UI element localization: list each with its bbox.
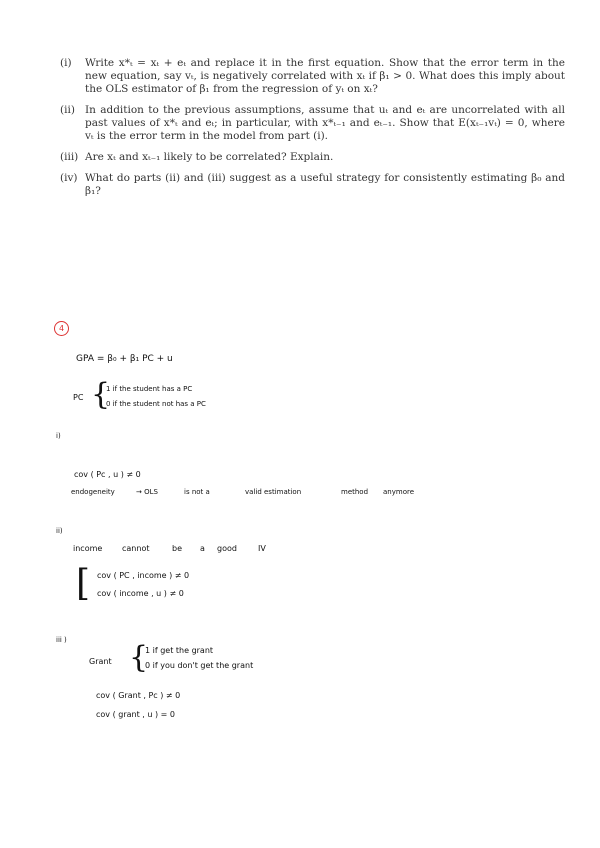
- question-ii: [60, 104, 565, 143]
- grant-case-1: 1 if get the grant: [145, 646, 214, 655]
- income-word-6: IV: [258, 544, 266, 553]
- part-ii-label: ii): [56, 527, 63, 535]
- part-iii-label: iii ): [56, 636, 67, 644]
- endogeneity-arrow: → OLS: [136, 488, 158, 496]
- question-number: (ii): [60, 104, 75, 116]
- cov-grant-u: cov ( grant , u ) = 0: [96, 710, 175, 719]
- pc-case-1: 1 if the student has a PC: [106, 385, 193, 393]
- question-iii: [60, 151, 565, 164]
- endogeneity-text-4: anymore: [383, 488, 415, 496]
- question-iv: [60, 172, 565, 198]
- pc-case-2: 0 if the student not has a PC: [106, 400, 206, 408]
- question-text: What do parts (ii) and (iii) suggest as a useful strategy for consistently estimating β₀ and β₁?: [85, 172, 565, 197]
- grant-case-2: 0 if you don't get the grant: [145, 661, 254, 670]
- question-text: Are xₜ and xₜ₋₁ likely to be correlated? Explain.: [85, 151, 334, 163]
- endogeneity-text-1: is not a: [184, 488, 210, 496]
- income-word-2: cannot: [122, 544, 150, 553]
- part-i-label: i): [56, 432, 61, 440]
- endogeneity-text-2: valid estimation: [245, 488, 302, 496]
- printed-questions: [60, 57, 565, 206]
- cov-pc-u: cov ( Pc , u ) ≠ 0: [74, 470, 141, 479]
- cov-income-u: cov ( income , u ) ≠ 0: [97, 589, 184, 598]
- cov-grant-pc: cov ( Grant , Pc ) ≠ 0: [96, 691, 181, 700]
- income-word-5: good: [217, 544, 237, 553]
- income-word-1: income: [73, 544, 103, 553]
- pc-variable-label: PC: [73, 393, 84, 402]
- cov-pc-income: cov ( PC , income ) ≠ 0: [97, 571, 190, 580]
- question-number: (i): [60, 57, 72, 69]
- grant-variable-label: Grant: [89, 657, 112, 666]
- question-number: (iv): [60, 172, 78, 184]
- endogeneity-text-3: method: [341, 488, 369, 496]
- model-equation: GPA = β₀ + β₁ PC + u: [76, 354, 173, 364]
- question-text: Write x*ₜ = xₜ + eₜ and replace it in the first equation. Show that the error term in the new equation, say vₜ, is negatively correlated with xₜ if β₁ > 0. What does this imply about the OLS estimator of β₁ from the regression of yₜ on xₜ?: [85, 57, 565, 95]
- endogeneity-word: endogeneity: [71, 488, 115, 496]
- income-word-4: a: [200, 544, 205, 553]
- problem-number-circle: 4: [54, 321, 69, 336]
- brace: {: [91, 377, 111, 412]
- question-text: In addition to the previous assumptions, assume that uₜ and eₜ are uncorrelated with all past values of x*ₜ and eₜ; in particular, with x*ₜ₋₁ and eₜ₋₁. Show that E(xₜ₋₁vₜ) = 0, where vₜ is the error term in the model from part (i).: [85, 104, 565, 142]
- bracket: [: [76, 563, 91, 604]
- income-word-3: be: [172, 544, 182, 553]
- question-i: [60, 57, 565, 96]
- question-number: (iii): [60, 151, 79, 163]
- brace: {: [129, 640, 149, 675]
